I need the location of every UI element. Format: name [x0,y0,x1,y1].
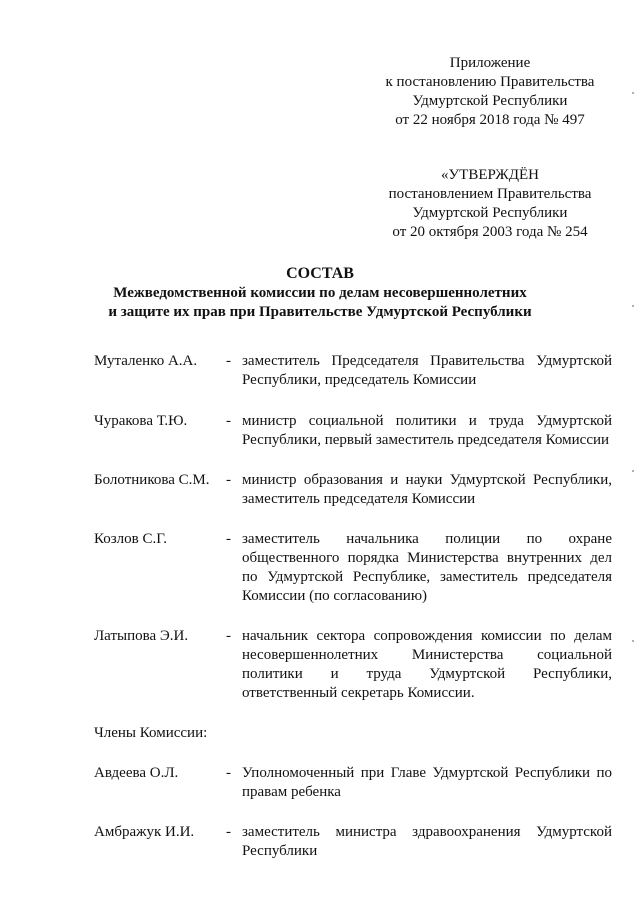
member-name: Латыпова Э.И. [94,628,189,644]
title-subtitle-line-1: Межведомственной комиссии по делам несовершеннолетних [113,285,527,301]
approval-stamp-block [370,166,610,242]
member-role: министр образования и науки Удмуртской Республики, заместитель председателя Комиссии [242,472,612,507]
scan-margin-mark [632,470,634,472]
roster-entry [94,412,614,450]
dash-separator: - [226,472,231,488]
roster-entry [94,352,614,390]
appendix-line: Удмуртской Республики [412,93,568,109]
title-subtitle-line-2: и защите их прав при Правительстве Удмуртской Республики [108,304,532,320]
approval-line: «УТВЕРЖДЁН [441,167,539,183]
document-title [60,264,580,322]
approval-line: постановлением Правительства [388,186,592,202]
scan-margin-mark [632,305,634,307]
roster-entry [94,471,614,509]
member-role: начальник сектора сопровождения комиссии по делам несовершеннолетних Министерства социальной политики и труда Удмуртской Республики, ответственный секретарь Комиссии. [242,628,612,701]
dash-separator: - [226,413,231,429]
commission-roster [94,352,614,861]
dash-separator: - [226,628,231,644]
member-name: Амбражук И.И. [94,824,195,840]
scan-margin-mark [632,92,634,94]
member-name: Болотникова С.М. [94,472,210,488]
members-section-label: Члены Комиссии: [94,725,208,741]
member-name: Козлов С.Г. [94,531,167,547]
member-role: министр социальной политики и труда Удмуртской Республики, первый заместитель председателя Комиссии [242,413,612,448]
approval-line: Удмуртской Республики [412,205,568,221]
member-name: Чуракова Т.Ю. [94,413,188,429]
appendix-block [370,54,610,130]
title-heading: СОСТАВ [286,265,354,282]
roster-entry [94,530,614,606]
scan-margin-mark [632,640,634,642]
member-role: Уполномоченный при Главе Удмуртской Республики по правам ребенка [242,765,612,800]
approval-line: от 20 октября 2003 года № 254 [392,224,588,240]
dash-separator: - [226,531,231,547]
member-role: заместитель начальника полиции по охране общественного порядка Министерства внутренних дел по Удмуртской Республике, заместитель председателя Комиссии (по согласованию) [242,531,612,604]
appendix-line: Приложение [449,55,531,71]
dash-separator: - [226,765,231,781]
member-role: заместитель Председателя Правительства Удмуртской Республики, председатель Комиссии [242,353,612,388]
roster-entry [94,627,614,703]
appendix-line: к постановлению Правительства [385,74,595,90]
appendix-line: от 22 ноября 2018 года № 497 [395,112,585,128]
member-name: Авдеева О.Л. [94,765,179,781]
member-role: заместитель министра здравоохранения Удмуртской Республики [242,824,612,859]
dash-separator: - [226,824,231,840]
member-name: Муталенко А.А. [94,353,198,369]
roster-entry [94,764,614,802]
dash-separator: - [226,353,231,369]
roster-entry [94,823,614,861]
